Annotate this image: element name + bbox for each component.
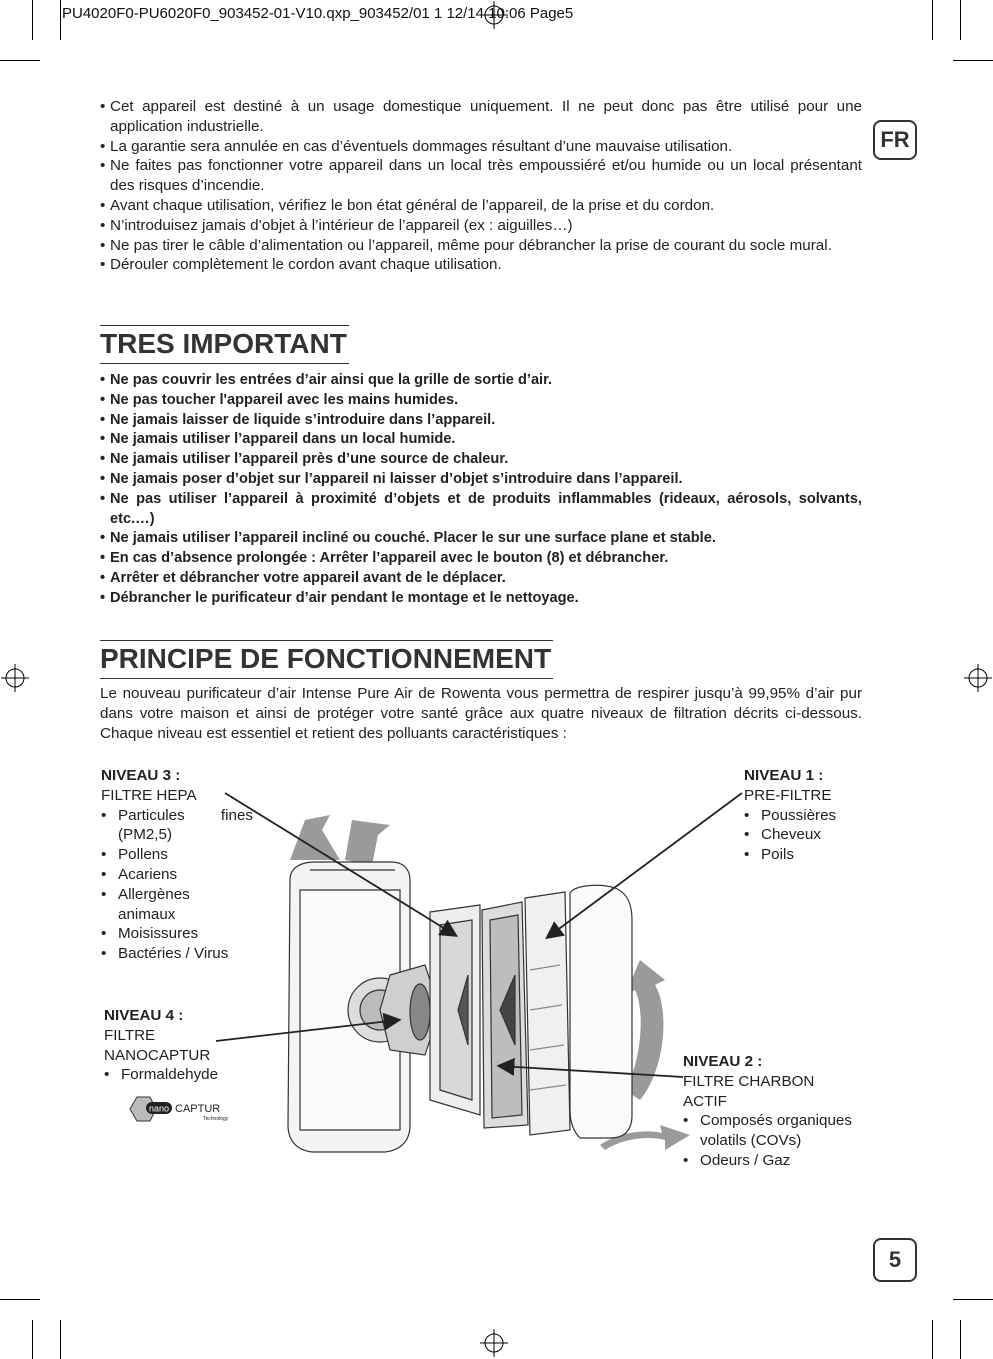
list-item: • En cas d’absence prolongée : Arrêter l’appareil avec le bouton (8) et débrancher.	[100, 549, 862, 569]
list-item: • Ne faites pas fonctionner votre appareil dans un local très empoussiéré et/ou humide ou un local présentant des risques d’incendie.	[100, 156, 862, 196]
logo-text: CAPTUR	[175, 1103, 221, 1115]
page-number: 5	[873, 1238, 917, 1282]
list-item: • Ne jamais laisser de liquide s’introduire dans l’appareil.	[100, 411, 862, 431]
list-item: • Acariens	[101, 865, 253, 885]
list-item: • N’introduisez jamais d’objet à l’intérieur de l’appareil (ex : aiguilles…)	[100, 216, 862, 236]
list-item: • Ne jamais utiliser l’appareil incliné ou couché. Placer le sur une surface plane et stable.	[100, 529, 862, 549]
level-4-label: NIVEAU 4 :	[104, 1007, 184, 1024]
list-item: • Allergènes animaux	[101, 885, 208, 925]
nanocaptur-logo	[128, 1094, 232, 1124]
list-item: • Composés organiques volatils (COVs)	[683, 1111, 858, 1151]
list-item: • Ne jamais utiliser l’appareil près d’une source de chaleur.	[100, 450, 862, 470]
level-4-name: FILTRE NANOCAPTUR	[104, 1026, 211, 1064]
list-item: • Poils	[744, 845, 874, 865]
list-item: • Dérouler complètement le cordon avant chaque utilisation.	[100, 255, 862, 275]
hepa-filter-icon	[430, 905, 480, 1115]
list-item: • Formaldehyde	[104, 1065, 224, 1085]
section-title-principle: PRINCIPE DE FONCTIONNEMENT	[100, 640, 553, 679]
principle-intro: Le nouveau purificateur d’air Intense Pure Air de Rowenta vous permettra de respirer jusqu’à 99,95% d’air pur dans votre maison et ainsi de protéger votre santé grâce aux quatre niveaux de filtration décrits ci-dessous. Chaque niveau est essentiel et retient des polluants caractéristiques :	[100, 685, 862, 742]
logo-subtext: Technology	[203, 1116, 229, 1122]
level-1-label: NIVEAU 1 :	[744, 767, 824, 784]
level-1-name: PRE-FILTRE	[744, 786, 832, 804]
list-item: • Ne pas toucher l'appareil avec les mains humides.	[100, 391, 862, 411]
list-item: • Poussières	[744, 806, 874, 826]
level-4-callout	[104, 1006, 224, 1085]
back-cover-icon	[570, 885, 632, 1138]
list-item: • Bactéries / Virus	[101, 944, 253, 964]
list-item: • Arrêter et débrancher votre appareil avant de le déplacer.	[100, 569, 862, 589]
level-2-label: NIVEAU 2 :	[683, 1053, 763, 1070]
print-slug: PU4020F0-PU6020F0_903452-01-V10.qxp_903452/01 1 12/14 10:06 Page5	[62, 5, 574, 22]
logo-text: nano	[148, 1103, 170, 1114]
list-item: • Ne pas tirer le câble d’alimentation ou l’appareil, même pour débrancher la prise de courant du socle mural.	[100, 236, 862, 256]
list-item: • La garantie sera annulée en cas d’éventuels dommages résultant d’une mauvaise utilisation.	[100, 137, 862, 157]
list-item: • Ne pas utiliser l’appareil à proximité d’objets et de produits inflammables (rideaux, aérosols, solvants, etc.…)	[100, 490, 862, 530]
list-item: • Cet appareil est destiné à un usage domestique uniquement. Il ne peut donc pas être utilisé pour une application industrielle.	[100, 97, 862, 137]
list-item: • Débrancher le purificateur d’air pendant le montage et le nettoyage.	[100, 589, 862, 609]
list-item: • Ne jamais poser d’objet sur l’appareil ni laisser d’objet s’introduire dans l’appareil.	[100, 470, 862, 490]
list-item: • Ne pas couvrir les entrées d’air ainsi que la grille de sortie d’air.	[100, 371, 862, 391]
level-1-callout	[744, 766, 874, 865]
list-item: • Odeurs / Gaz	[683, 1151, 858, 1171]
list-item: • Cheveux	[744, 825, 874, 845]
carbon-filter-icon	[482, 902, 528, 1128]
level-3-name: FILTRE HEPA	[101, 786, 197, 804]
pre-filter-icon	[525, 892, 570, 1135]
list-item: • Avant chaque utilisation, vérifiez le bon état général de l’appareil, de la prise et du cordon.	[100, 196, 862, 216]
level-2-name: FILTRE CHARBON ACTIF	[683, 1072, 815, 1110]
level-3-label: NIVEAU 3 :	[101, 767, 181, 784]
level-3-callout	[101, 766, 253, 964]
list-item: • Moisissures	[101, 924, 253, 944]
level-2-callout	[683, 1052, 858, 1171]
list-item: • Pollens	[101, 845, 253, 865]
section-title-important: TRES IMPORTANT	[100, 325, 349, 364]
list-item: • Particules fines (PM2,5)	[101, 806, 253, 846]
language-badge: FR	[873, 120, 917, 160]
list-item: • Ne jamais utiliser l’appareil dans un local humide.	[100, 430, 862, 450]
